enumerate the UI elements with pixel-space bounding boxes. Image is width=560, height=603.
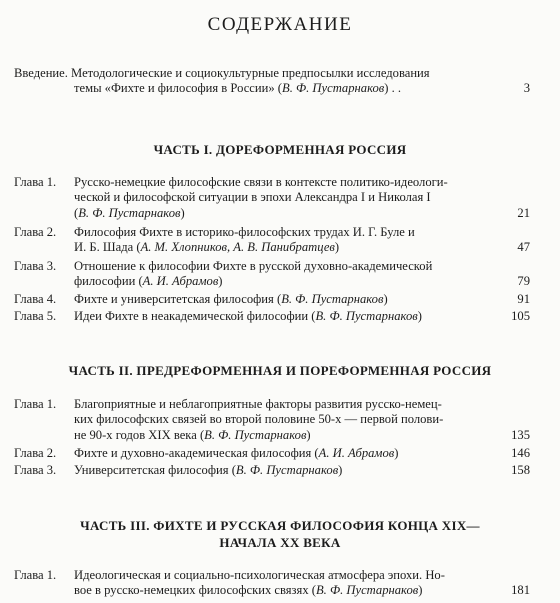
entry-author: В. Ф. Пустарнаков (235, 463, 339, 477)
toc-entry-chapter (14, 568, 530, 599)
part-heading: ЧАСТЬ I. ДОРЕФОРМЕННАЯ РОССИЯ (153, 142, 407, 157)
entry-text-line: Введение. Методологические и социокультурные предпосылки исследования (14, 66, 430, 80)
entry-text-line: Русско-немецкие философские связи в контексте политико-идеологи- (74, 175, 448, 189)
entry-page-number: 79 (517, 274, 530, 289)
entry-author: В. Ф. Пустарнаков (204, 427, 307, 442)
toc-entry-chapter (14, 292, 530, 307)
entry-text-line: Идеологическая и социально-психологическая атмосфера эпохи. Но- (74, 568, 445, 582)
toc-entry-chapter (14, 446, 530, 461)
part-heading: ЧАСТЬ III. ФИХТЕ И РУССКАЯ ФИЛОСОФИЯ КОНЦА XIX— НАЧАЛА XX ВЕКА (80, 518, 480, 550)
entry-text-line: философии (А. И. Абрамов) (74, 274, 223, 289)
entry-page-number: 91 (517, 292, 530, 306)
entry-text-line: Идеи Фихте в неакадемической философии (В. Ф. Пустарнаков) (74, 309, 422, 323)
chapter-label: Глава 2. (14, 225, 57, 239)
entry-text-line: Фихте и университетская философия (В. Ф. Пустарнаков) (74, 292, 388, 306)
toc-entry-chapter (14, 397, 530, 443)
entry-text-line: (В. Ф. Пустарнаков) (74, 205, 185, 220)
entry-text-line: Благоприятные и неблагоприятные факторы развития русско-немец- (74, 397, 442, 411)
entry-page-number: 3 (523, 81, 530, 96)
chapter-label: Глава 1. (14, 397, 57, 411)
entry-page-number: 158 (511, 463, 530, 477)
entry-author: В. Ф. Пустарнаков (282, 81, 385, 96)
entry-page-number: 181 (511, 583, 530, 598)
chapter-label: Глава 5. (14, 309, 57, 323)
toc-entry-introduction (14, 66, 530, 97)
entry-page-number: 47 (517, 240, 530, 255)
entry-text-line: Фихте и духовно-академическая философия (А. И. Абрамов) (74, 446, 399, 460)
entry-text-line: ческой и философской ситуации в эпохи Александра I и Николая I (74, 190, 431, 205)
page-title: СОДЕРЖАНИЕ (207, 14, 353, 35)
entry-page-number: 135 (511, 427, 530, 442)
chapter-label: Глава 1. (14, 175, 57, 189)
toc-entry-chapter (14, 463, 530, 478)
entry-author: В. Ф. Пустарнаков (281, 292, 384, 306)
chapter-label: Глава 3. (14, 463, 57, 477)
entry-text-line: ких философских связей во второй половине 50-х — первой полови- (74, 412, 444, 427)
toc-entry-chapter (14, 259, 530, 290)
entry-page-number: 146 (511, 446, 530, 460)
entry-page-number: 21 (517, 205, 530, 220)
entry-text-line: вое в русско-немецких философских связях (В. Ф. Пустарнаков) (74, 583, 423, 598)
entry-text-line: И. Б. Шада (А. М. Хлопников, А. В. Панибратцев) (74, 240, 340, 255)
entry-author: В. Ф. Пустарнаков (78, 205, 181, 220)
chapter-label: Глава 2. (14, 446, 57, 460)
chapter-label: Глава 4. (14, 292, 57, 306)
entry-author: А. М. Хлопников, А. В. Панибратцев (140, 240, 335, 255)
chapter-label: Глава 3. (14, 259, 57, 273)
entry-text-line: не 90-х годов XIX века (В. Ф. Пустарнаков) (74, 427, 311, 442)
entry-author: В. Ф. Пустарнаков (315, 309, 418, 323)
entry-text-line: Философия Фихте в историко-философских трудах И. Г. Буле и (74, 225, 415, 239)
toc-entry-chapter (14, 225, 530, 256)
part-heading: ЧАСТЬ II. ПРЕДРЕФОРМЕННАЯ И ПОРЕФОРМЕННАЯ РОССИЯ (68, 363, 492, 378)
chapter-label: Глава 1. (14, 568, 57, 582)
entry-text-line: темы «Фихте и философия в России» (В. Ф. Пустарнаков) . . (74, 81, 402, 96)
entry-text-line: Университетская философия (В. Ф. Пустарнаков) (74, 463, 343, 477)
toc-entry-chapter (14, 309, 530, 324)
toc-entry-chapter (14, 175, 530, 221)
entry-author: В. Ф. Пустарнаков (315, 583, 419, 598)
entry-author: А. И. Абрамов (318, 446, 395, 460)
entry-author: А. И. Абрамов (142, 274, 219, 289)
entry-page-number: 105 (511, 309, 530, 323)
entry-text-line: Отношение к философии Фихте в русской духовно-академической (74, 259, 433, 273)
